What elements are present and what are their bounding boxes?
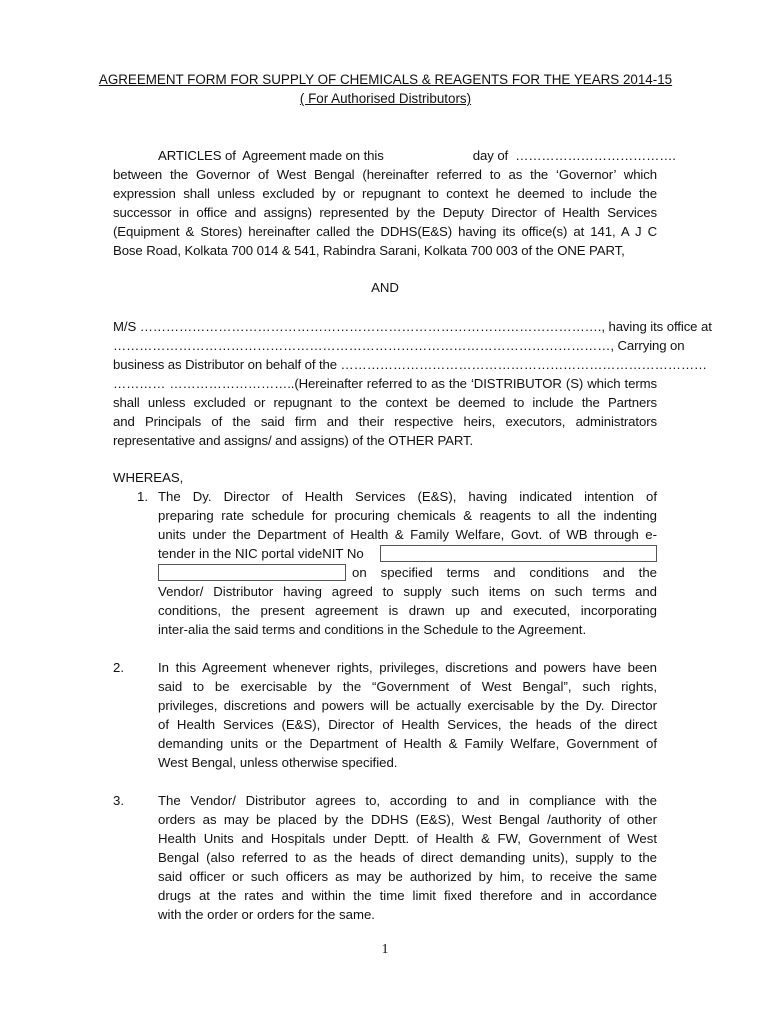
ms-line: representative and assigns/ and assigns) of the OTHER PART. xyxy=(113,433,474,448)
articles-line: Bose Road, Kolkata 700 014 & 541, Rabindra Sarani, Kolkata 700 003 of the ONE PART, xyxy=(113,243,625,258)
clause-line: privileges, discretions and powers will be actually exercisable by the Dy. Director xyxy=(158,698,657,713)
clause-number: 1. xyxy=(137,489,148,504)
ms-line: M/S ……………………………………………………………………………………………., having its office at xyxy=(113,319,712,334)
title-line-2: ( For Authorised Distributors) xyxy=(299,91,472,106)
clause-line: drugs at the rates and within the time limit fixed therefore and in accordance xyxy=(158,888,657,903)
ms-line: business as Distributor on behalf of the ………………………………………………………………………… xyxy=(113,357,707,372)
articles-paragraph xyxy=(113,146,676,260)
ms-line: ………… ………………………..(Hereinafter referred to as the ‘DISTRIBUTOR (S) which terms xyxy=(113,376,657,391)
clause-line: on specified terms and conditions and the xyxy=(352,565,657,580)
clause-line: said to be exercisable by the “Government of West Bengal”, such rights, xyxy=(158,679,657,694)
ms-line: shall unless excluded or repugnant to the context be deemed to include the Partners xyxy=(113,395,657,410)
clause-line: The Dy. Director of Health Services (E&S), having indicated intention of xyxy=(158,489,657,504)
clause-line: West Bengal, unless otherwise specified. xyxy=(158,755,398,770)
whereas-label: WHEREAS, xyxy=(113,470,184,485)
and-label: AND xyxy=(371,280,399,295)
ms-paragraph xyxy=(113,317,712,450)
clause-number: 3. xyxy=(113,793,124,808)
clause-line: Bengal (also referred to as the heads of direct demanding units), supply to the xyxy=(158,850,657,865)
clause-line: In this Agreement whenever rights, privileges, discretions and powers have been xyxy=(158,660,657,675)
clause-line: said officer or such officers as may be authorized by him, to receive the same xyxy=(158,869,657,884)
clause-line: tender in the NIC portal videNIT No xyxy=(158,546,364,561)
document-title xyxy=(80,70,691,108)
clause-line: The Vendor/ Distributor agrees to, according to and in compliance with the xyxy=(158,793,657,808)
clause-body xyxy=(158,791,657,924)
clause-body xyxy=(158,487,657,639)
ms-line: and Principals of the said firm and their respective heirs, executors, administrators xyxy=(113,414,657,429)
clause-line: Health Units and Hospitals under Deptt. of Health & FW, Government of West xyxy=(158,831,657,846)
clause-body xyxy=(158,658,657,772)
clause-line: Vendor/ Distributor having agreed to supply such items on such terms and xyxy=(158,584,657,599)
clause-line: units under the Department of Health & Family Welfare, Govt. of WB through e- xyxy=(158,527,657,542)
title-line-1: AGREEMENT FORM FOR SUPPLY OF CHEMICALS & REAGENTS FOR THE YEARS 2014-15 xyxy=(98,72,673,87)
clause-line: conditions, the present agreement is drawn up and executed, incorporating xyxy=(158,603,657,618)
clause-line: inter-alia the said terms and conditions in the Schedule to the Agreement. xyxy=(158,622,587,637)
ms-line: ……………………………………………………………………………………………………, Carrying on xyxy=(113,338,685,353)
page-number: 1 xyxy=(381,942,389,957)
articles-line: successor in office and assigns) represented by the Deputy Director of Health Services xyxy=(113,205,657,220)
clause-line: with the order or orders for the same. xyxy=(158,907,375,922)
articles-line: expression shall unless excluded by or repugnant to context he deemed to include the xyxy=(113,186,657,201)
clause-line: demanding units or the Department of Health & Family Welfare, Government of xyxy=(158,736,657,751)
clause-number: 2. xyxy=(113,660,124,675)
articles-line: between the Governor of West Bengal (hereinafter referred to as the ‘Governor’ which xyxy=(113,167,657,182)
articles-line: (Equipment & Stores) hereinafter called the DDHS(E&S) having its office(s) at 141, A J C xyxy=(113,224,657,239)
nit-number-field-continued[interactable] xyxy=(158,564,346,581)
clause-line: of Health Services (E&S), Director of Health Services, the heads of the direct xyxy=(158,717,657,732)
nit-number-line xyxy=(158,544,657,563)
articles-line: ARTICLES of Agreement made on this day of ………………………………. xyxy=(158,148,676,163)
nit-number-field[interactable] xyxy=(380,545,657,562)
clause-line: orders as may be placed by the DDHS (E&S), West Bengal /authority of other xyxy=(158,812,657,827)
clause-line: preparing rate schedule for procuring chemicals & reagents to all the indenting xyxy=(158,508,657,523)
nit-number-line-2 xyxy=(158,563,657,582)
